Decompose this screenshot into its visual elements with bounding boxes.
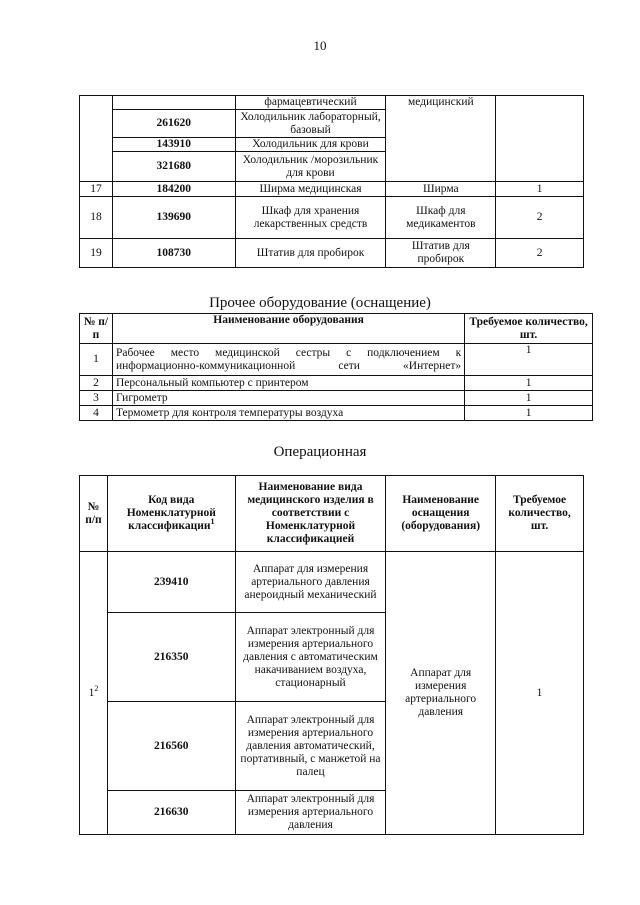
header-code (107, 476, 235, 552)
group-name: Штатив для пробирок (386, 239, 496, 268)
table-header-row (80, 476, 584, 552)
code-cell: 261620 (112, 110, 235, 138)
table-header-row (80, 314, 593, 344)
quantity: 1 (465, 376, 593, 391)
row-number-text: 1 (88, 686, 95, 699)
table-row (80, 376, 593, 391)
code-cell: 321680 (112, 152, 235, 182)
item-name: Персональный компьютер с принтером (112, 376, 464, 391)
row-number: 18 (80, 197, 113, 239)
item-name: Холодильник /морозильник для крови (235, 152, 386, 182)
group-name: медицинский (386, 96, 496, 182)
group-name: Шкаф для медикаментов (386, 197, 496, 239)
header-equipment: Наименование оснащения (оборудования) (386, 476, 496, 552)
table-row (80, 239, 584, 268)
code-cell: 108730 (112, 239, 235, 268)
item-name: Аппарат для измерения артериального давления анероидный механический (235, 552, 386, 613)
page-number: 10 (313, 38, 327, 53)
item-name: Шкаф для хранения лекарственных средств (235, 197, 386, 239)
item-name: Аппарат электронный для измерения артериального давления автоматический, портативный, с манжетой на палец (235, 702, 386, 791)
item-name: Аппарат электронный для измерения артериального давления с автоматическим накачиванием воздуха, стационарный (235, 613, 386, 702)
equipment-name: Аппарат для измерения артериального давления (386, 552, 496, 835)
quantity: 1 (496, 552, 584, 835)
table-row (80, 391, 593, 406)
code-cell: 216560 (107, 702, 235, 791)
table-row (80, 552, 584, 613)
item-name: фармацевтический (235, 96, 386, 110)
quantity (496, 96, 584, 182)
code-cell (112, 96, 235, 110)
footnote-mark: 2 (94, 683, 99, 693)
row-number: 3 (80, 391, 113, 406)
header-name: Наименование оборудования (112, 314, 464, 344)
quantity: 1 (465, 406, 593, 421)
row-number: 4 (80, 406, 113, 421)
quantity: 1 (465, 344, 593, 376)
table-row (80, 182, 584, 197)
header-qty: Требуемое количество, шт. (496, 476, 584, 552)
row-number: 17 (80, 182, 113, 197)
header-num: № п/п (80, 476, 108, 552)
header-num: № п/п (80, 314, 113, 344)
item-name: Гигрометр (112, 391, 464, 406)
other-equipment-table (79, 313, 593, 421)
code-cell: 216350 (107, 613, 235, 702)
row-number (80, 552, 108, 835)
row-number: 1 (80, 344, 113, 376)
code-cell: 239410 (107, 552, 235, 613)
item-name: Холодильник для крови (235, 138, 386, 152)
header-code-text: Код вида Номенклатурной классификации (126, 494, 216, 532)
section-title-other-equipment: Прочее оборудование (оснащение) (209, 295, 431, 311)
table-row (80, 344, 593, 376)
section-title-operating-room: Операционная (273, 444, 367, 460)
operating-room-table (79, 475, 584, 835)
header-qty: Требуемое количество, шт. (465, 314, 593, 344)
item-name: Штатив для пробирок (235, 239, 386, 268)
row-number: 2 (80, 376, 113, 391)
code-cell: 143910 (112, 138, 235, 152)
item-name: Аппарат электронный для измерения артериального давления (235, 791, 386, 835)
code-cell: 139690 (112, 197, 235, 239)
row-number: 19 (80, 239, 113, 268)
header-name: Наименование вида медицинского изделия в соответствии с Номенклатурной классификацией (235, 476, 386, 552)
item-name: Ширма медицинская (235, 182, 386, 197)
table-row (80, 197, 584, 239)
table-row (80, 96, 584, 110)
quantity: 2 (496, 197, 584, 239)
quantity: 1 (465, 391, 593, 406)
item-name: Термометр для контроля температуры воздуха (112, 406, 464, 421)
code-cell: 216630 (107, 791, 235, 835)
group-name: Ширма (386, 182, 496, 197)
table-row (80, 406, 593, 421)
item-name: Рабочее место медицинской сестры с подключением к информационно-коммуникационной сети «Интернет» (112, 344, 464, 376)
code-cell: 184200 (112, 182, 235, 197)
equipment-table-continued (79, 95, 584, 268)
item-name: Холодильник лабораторный, базовый (235, 110, 386, 138)
footnote-mark: 1 (210, 517, 215, 527)
quantity: 2 (496, 239, 584, 268)
row-number (80, 96, 113, 182)
quantity: 1 (496, 182, 584, 197)
